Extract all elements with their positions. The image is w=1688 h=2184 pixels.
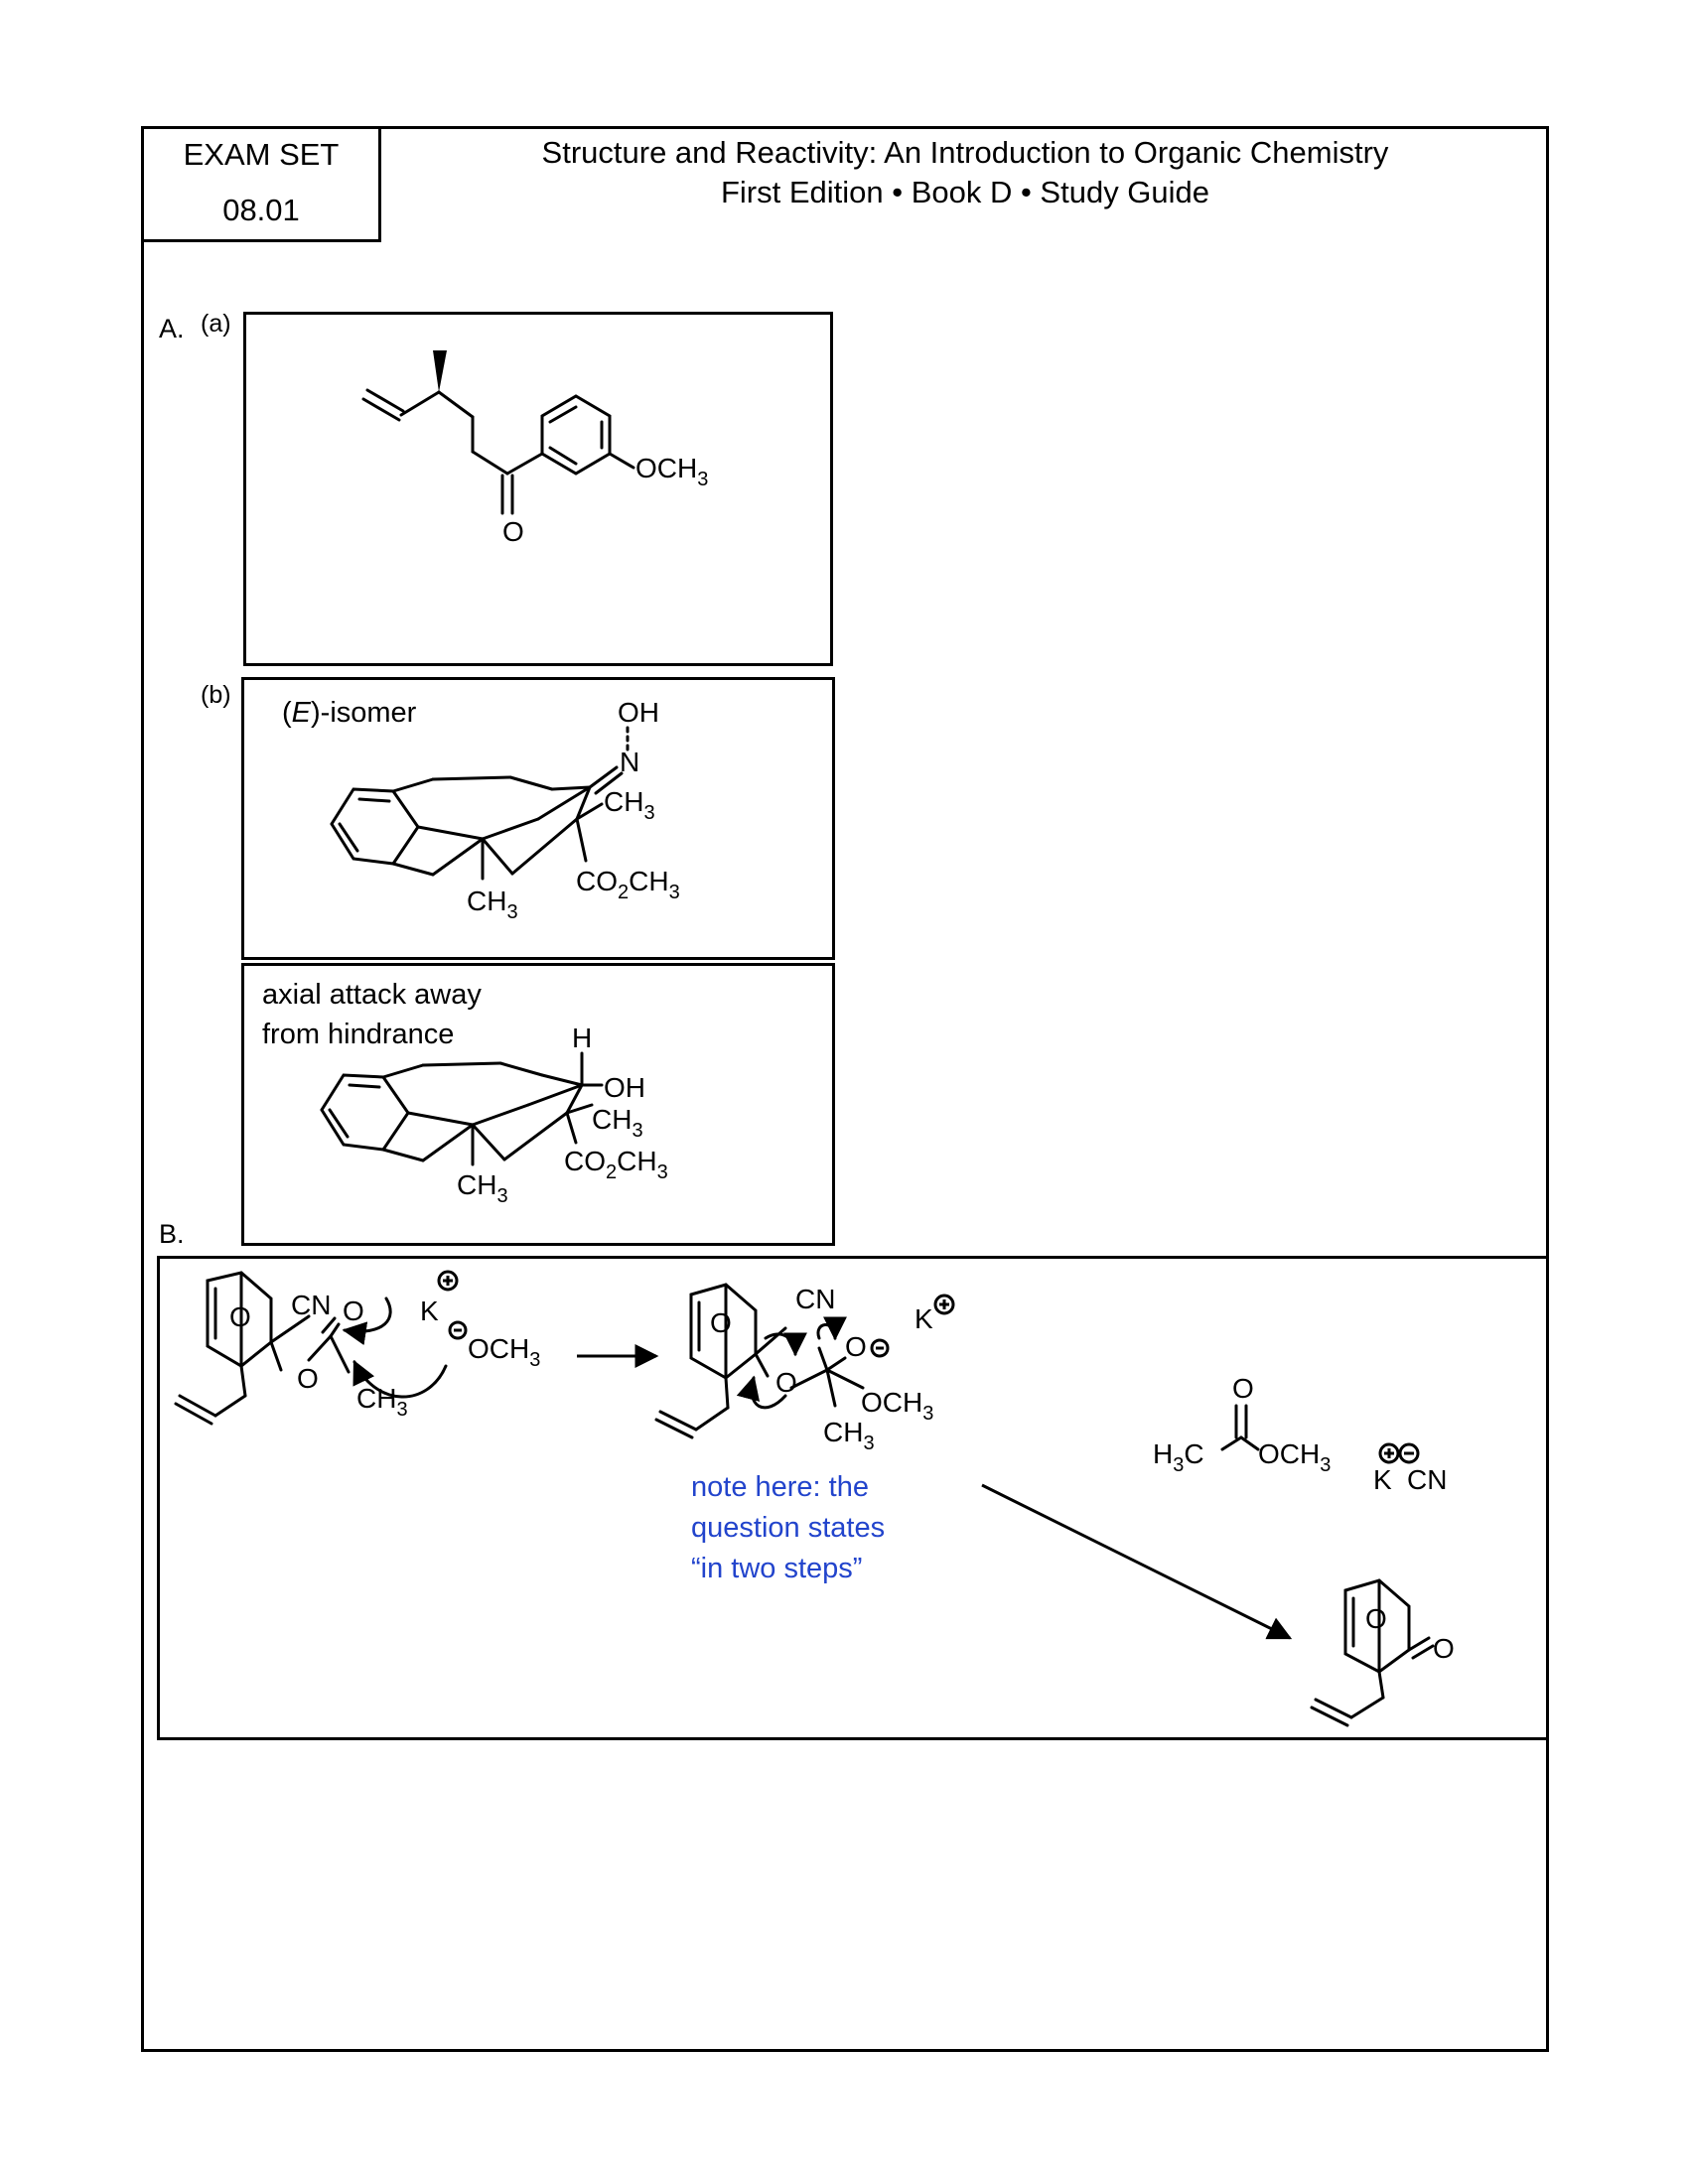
- book-subtitle: First Edition • Book D • Study Guide: [720, 175, 1210, 209]
- oxime-ch3: $CH_3$: [604, 786, 655, 824]
- note-line-2: question states: [691, 1512, 886, 1544]
- attack-caption-line2: from hindrance: [262, 1019, 455, 1050]
- isomer-caption: (E)-isomer: [282, 697, 417, 729]
- alcohol-structure: [244, 966, 832, 1243]
- oxime-n: N: [620, 747, 640, 777]
- carbonyl-oxygen: O: [502, 516, 524, 547]
- reagent-k: K: [420, 1296, 439, 1326]
- int-cn: CN: [795, 1284, 836, 1314]
- carbinol-h: H: [572, 1023, 593, 1053]
- answer-box-b2: [241, 963, 835, 1246]
- reagent-och3: $OCH_3$: [468, 1333, 541, 1371]
- sm-ester-o: O: [297, 1363, 319, 1394]
- alcohol-angular-ch3: $CH_3$: [457, 1169, 508, 1207]
- part-a-b-label: (b): [201, 681, 231, 709]
- alcohol-ester: $CO_2CH_3$: [564, 1146, 668, 1183]
- reaction-arrow-2: [982, 1485, 1290, 1638]
- ester-h3c: $H_3C$: [1153, 1438, 1204, 1476]
- ketone-structure: [246, 315, 830, 663]
- ester-o: O: [1232, 1373, 1254, 1404]
- salt-k: K: [1373, 1464, 1392, 1495]
- int-och3: $OCH_3$: [861, 1387, 934, 1425]
- int-ether-o: O: [775, 1367, 797, 1398]
- sm-cn: CN: [291, 1290, 332, 1320]
- product-bridge-o: O: [1365, 1603, 1387, 1634]
- annotation-note: [691, 1467, 885, 1589]
- int-ch3: $CH_3$: [823, 1417, 875, 1454]
- int-bridge-o: O: [710, 1307, 732, 1338]
- oxime-angular-ch3: $CH_3$: [467, 886, 518, 923]
- answer-box-b1: [241, 677, 835, 960]
- salt-cn: CN: [1407, 1464, 1448, 1495]
- book-title: Structure and Reactivity: An Introduction to Organic Chemistry: [541, 135, 1389, 170]
- note-line-3: “in two steps”: [691, 1553, 863, 1584]
- methoxy-label: $OCH_3$: [635, 453, 709, 490]
- part-a-a-label: (a): [201, 310, 231, 338]
- sm-acetyl-ch3: $CH_3$: [356, 1383, 408, 1421]
- part-b-label: B.: [159, 1219, 185, 1249]
- oxime-structure: [244, 680, 832, 957]
- int-k: K: [914, 1303, 933, 1334]
- product-ketone-o: O: [1433, 1633, 1455, 1664]
- note-line-1: note here: the: [691, 1471, 869, 1503]
- oxime-oh: OH: [618, 697, 659, 728]
- carbinol-oh: OH: [604, 1072, 645, 1103]
- exam-set-number: 08.01: [222, 193, 300, 227]
- oxime-ester: $CO_2CH_3$: [576, 866, 680, 903]
- exam-set-box: [141, 126, 381, 242]
- sm-carbonyl-o: O: [343, 1296, 364, 1326]
- ester-och3: $OCH_3$: [1258, 1438, 1332, 1476]
- exam-set-label: EXAM SET: [183, 137, 340, 172]
- alcohol-ch3: $CH_3$: [592, 1104, 643, 1142]
- answer-box-a: [243, 312, 833, 666]
- sm-bridge-o: O: [229, 1301, 251, 1332]
- part-a-label: A.: [159, 314, 185, 343]
- attack-caption-line1: axial attack away: [262, 979, 482, 1011]
- int-alkoxide-o: O: [845, 1331, 867, 1362]
